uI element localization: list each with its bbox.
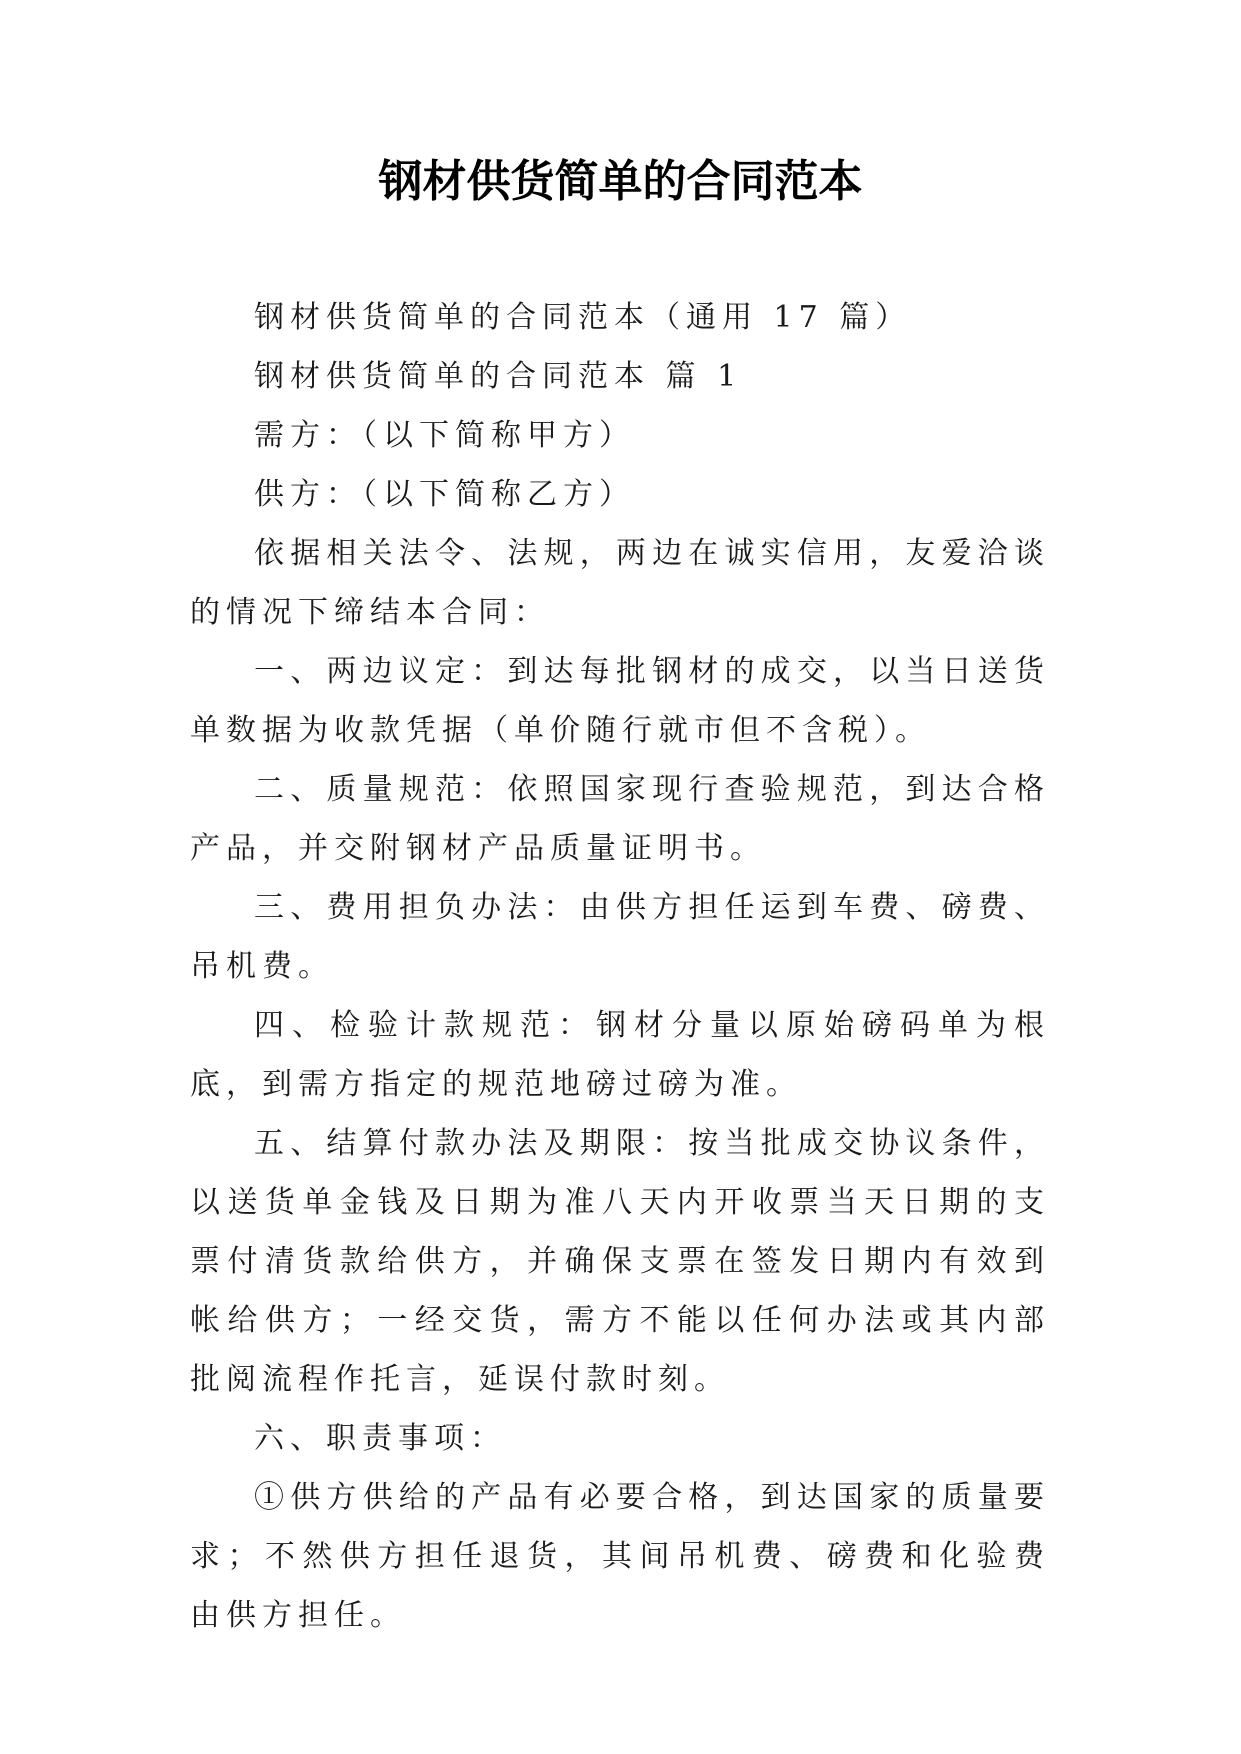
paragraph-preamble: 依据相关法令、法规，两边在诚实信用，友爱洽谈的情况下缔结本合同： [190,536,1050,630]
paragraph-clause-6-item-1: ①供方供给的产品有必要合格，到达国家的质量要求；不然供方担任退货，其间吊机费、磅费和化验费由供方担任。 [190,1480,1050,1633]
paragraph-clause-5: 五、结算付款办法及期限：按当批成交协议条件，以送货单金钱及日期为准八天内开收票当天日期的支票付清货款给供方，并确保支票在签发日期内有效到帐给供方；一经交货，需方不能以任何办法或其内部批阅流程作托言，延误付款时刻。 [190,1126,1050,1397]
document-title: 钢材供货简单的合同范本 [378,156,863,207]
paragraph-clause-2: 二、质量规范：依照国家现行查验规范，到达合格产品，并交附钢材产品质量证明书。 [190,772,1050,866]
paragraph-clause-1: 一、两边议定：到达每批钢材的成交，以当日送货单数据为收款凭据（单价随行就市但不含税）。 [190,654,1050,748]
paragraph-subtitle: 钢材供货简单的合同范本（通用 17 篇） [254,300,912,335]
document-body [190,288,1050,1645]
paragraph-supplier: 供方：（以下简称乙方） [254,477,635,512]
paragraph-clause-4: 四、检验计款规范：钢材分量以原始磅码单为根底，到需方指定的规范地磅过磅为准。 [190,1008,1050,1102]
paragraph-clause-3: 三、费用担负办法：由供方担任运到车费、磅费、吊机费。 [190,890,1050,984]
paragraph-clause-6: 六、职责事项： [254,1421,506,1456]
paragraph-section-heading: 钢材供货简单的合同范本 篇 1 [254,359,743,394]
paragraph-buyer: 需方：（以下简称甲方） [254,418,635,453]
